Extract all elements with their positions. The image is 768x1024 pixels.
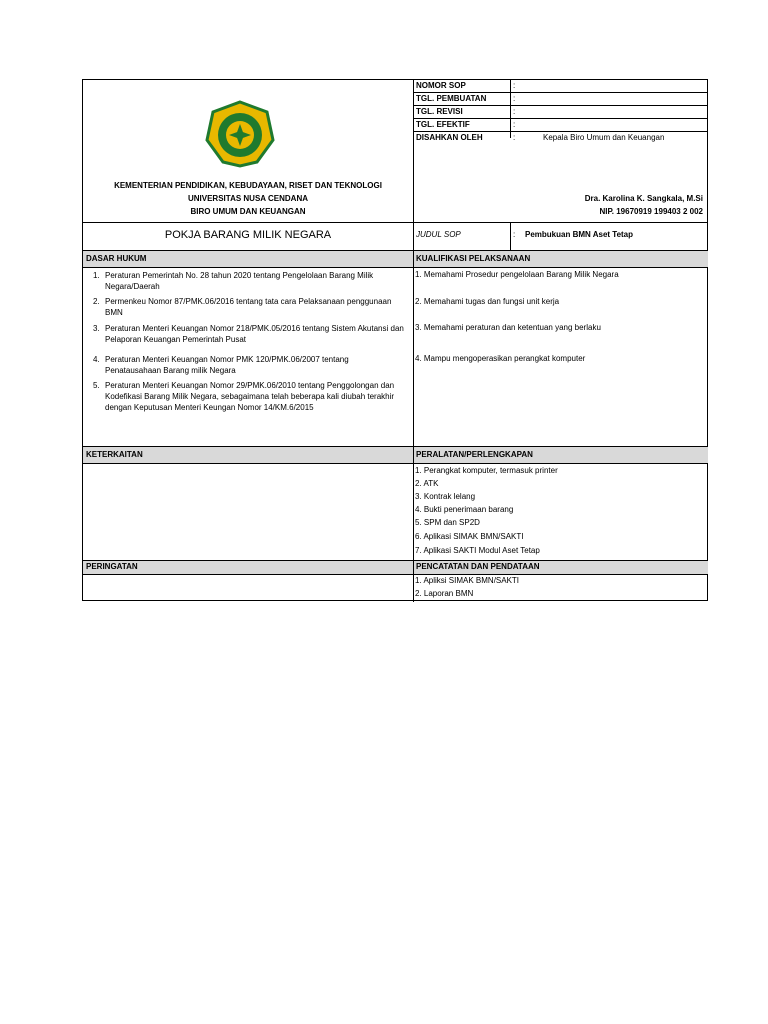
judul-sep-divider bbox=[510, 222, 511, 250]
signatory-name: Dra. Karolina K. Sangkala, M.Si bbox=[584, 194, 703, 203]
meta-sep: : bbox=[513, 94, 516, 103]
meta-row-line bbox=[413, 92, 708, 93]
item-text: Peraturan Menteri Keuangan Nomor 218/PMK.05/2016 tentang Sistem Akutansi dan Pelaporan Keuangan Pemerintah Pusat bbox=[105, 324, 404, 344]
pokja-title: POKJA BARANG MILIK NEGARA bbox=[164, 229, 332, 241]
item-text: Peraturan Menteri Keuangan Nomor 29/PMK.06/2010 tentang Penggolongan dan Kodefikasi Barang Milik Negara, sebagaimana telah beberapa kali diubah terakhir dengan Keputusan Menteri Keungan Nomor 14/KM.6/2015 bbox=[105, 381, 395, 412]
row-line bbox=[83, 222, 708, 223]
row-line bbox=[83, 574, 708, 575]
item-text: Peraturan Pemerintah No. 28 tahun 2020 tentang Pengelolaan Barang Milik Negara/Daerah bbox=[105, 271, 374, 291]
pencatatan-title: PENCATATAN DAN PENDATAAN bbox=[416, 562, 540, 571]
institution-bureau: BIRO UMUM DAN KEUANGAN bbox=[190, 207, 306, 216]
item-text: Peraturan Menteri Keuangan Nomor PMK 120/PMK.06/2007 tentang Penatausahaan Barang milik Negara bbox=[105, 355, 349, 375]
peralatan-item: 3. Kontrak lelang bbox=[415, 492, 476, 501]
keterkaitan-title: KETERKAITAN bbox=[86, 450, 143, 459]
item-number: 3. bbox=[93, 324, 100, 333]
peralatan-item: 1. Perangkat komputer, termasuk printer bbox=[415, 466, 558, 475]
item-number: 2. bbox=[93, 297, 100, 306]
sop-document bbox=[82, 79, 708, 601]
row-line bbox=[83, 446, 708, 447]
peralatan-item: 2. ATK bbox=[415, 479, 439, 488]
item-number: 4. bbox=[93, 355, 100, 364]
judul-sop-value: Pembukuan BMN Aset Tetap bbox=[525, 230, 634, 239]
row-line bbox=[83, 267, 708, 268]
peringatan-title: PERINGATAN bbox=[86, 562, 138, 571]
row-line bbox=[83, 250, 708, 251]
peralatan-item: 4. Bukti penerimaan barang bbox=[415, 505, 514, 514]
meta-sep: : bbox=[513, 107, 516, 116]
meta-row-line bbox=[413, 131, 708, 132]
institution-university: UNIVERSITAS NUSA CENDANA bbox=[187, 194, 308, 203]
university-logo bbox=[205, 100, 275, 168]
kualifikasi-item: 3. Memahami peraturan dan ketentuan yang berlaku bbox=[415, 323, 601, 332]
meta-sep: : bbox=[513, 81, 516, 90]
pencatatan-item: 2. Laporan BMN bbox=[415, 589, 474, 598]
peralatan-item: 5. SPM dan SP2D bbox=[415, 518, 480, 527]
peralatan-title: PERALATAN/PERLENGKAPAN bbox=[416, 450, 533, 459]
kualifikasi-item: 4. Mampu mengoperasikan perangkat komputer bbox=[415, 354, 586, 363]
kualifikasi-item: 2. Memahami tugas dan fungsi unit kerja bbox=[415, 297, 560, 306]
institution-ministry: KEMENTERIAN PENDIDIKAN, KEBUDAYAAN, RISET DAN TEKNOLOGI bbox=[114, 181, 382, 190]
meta-row-line bbox=[413, 105, 708, 106]
judul-sep: : bbox=[513, 230, 516, 239]
row-line bbox=[83, 560, 708, 561]
item-text: Permenkeu Nomor 87/PMK.06/2016 tentang tata cara Pelaksanaan penggunaan BMN bbox=[105, 297, 392, 317]
peralatan-item: 6. Aplikasi SIMAK BMN/SAKTI bbox=[415, 532, 524, 541]
judul-sop-label: JUDUL SOP bbox=[416, 230, 461, 239]
item-number: 1. bbox=[93, 271, 100, 280]
meta-label-efektif: TGL. EFEKTIF bbox=[416, 120, 470, 129]
peralatan-item: 7. Aplikasi SAKTI Modul Aset Tetap bbox=[415, 546, 540, 555]
kualifikasi-item: 1. Memahami Prosedur pengelolaan Barang Milik Negara bbox=[415, 270, 619, 279]
meta-sep: : bbox=[513, 120, 516, 129]
kualifikasi-title: KUALIFIKASI PELAKSANAAN bbox=[416, 254, 531, 263]
row-line bbox=[83, 463, 708, 464]
meta-label-pembuatan: TGL. PEMBUATAN bbox=[416, 94, 487, 103]
signatory-nip: NIP. 19670919 199403 2 002 bbox=[599, 207, 703, 216]
meta-sep-divider bbox=[510, 80, 511, 138]
dasar-hukum-title: DASAR HUKUM bbox=[86, 254, 147, 263]
meta-sep: : bbox=[513, 133, 516, 142]
meta-value-disahkan: Kepala Biro Umum dan Keuangan bbox=[543, 133, 665, 142]
item-number: 5. bbox=[93, 381, 100, 390]
meta-row-line bbox=[413, 118, 708, 119]
pencatatan-item: 1. Apliksi SIMAK BMN/SAKTI bbox=[415, 576, 520, 585]
meta-label-revisi: TGL. REVISI bbox=[416, 107, 463, 116]
meta-label-disahkan: DISAHKAN OLEH bbox=[416, 133, 483, 142]
center-divider bbox=[413, 80, 414, 602]
meta-label-nomor: NOMOR SOP bbox=[416, 81, 466, 90]
